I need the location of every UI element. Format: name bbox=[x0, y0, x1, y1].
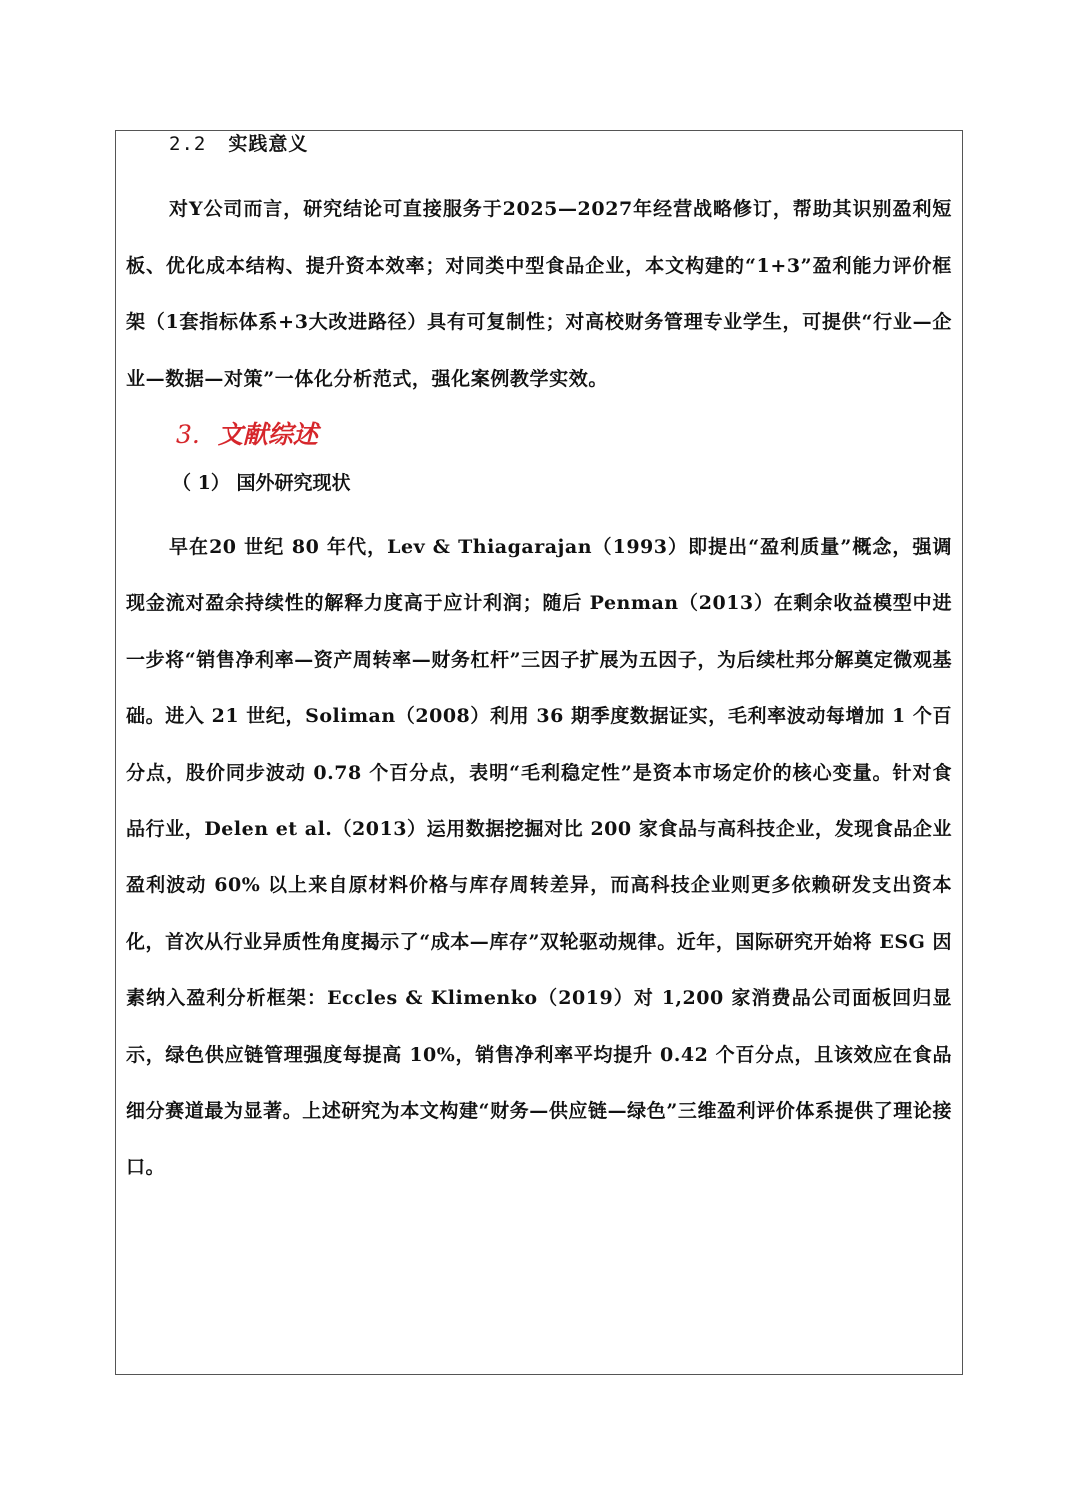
practical-significance-paragraph: 对Y公司而言，研究结论可直接服务于2025—2027年经营战略修订，帮助其识别盈利短板、优化成本结构、提升资本效率；对同类中型食品企业，本文构建的“1+3”盈利能力评价框架（1套指标体系+3大改进路径）具有可复制性；对高校财务管理专业学生，可提供“行业—企业—数据—对策”一体化分析范式，强化案例教学实效。 bbox=[126, 198, 952, 390]
section-2-2-title: 实践意义 bbox=[228, 133, 309, 155]
subsection-foreign-heading: （ 1） 国外研究现状 bbox=[172, 472, 351, 494]
section-2-2-number: 2.2 bbox=[169, 133, 207, 155]
section-2-2-heading bbox=[169, 128, 952, 160]
section-3-heading bbox=[176, 415, 952, 455]
document-body bbox=[126, 128, 952, 1196]
section-3-title: 文献综述 bbox=[217, 420, 318, 449]
foreign-research-paragraph: 早在20 世纪 80 年代，Lev & Thiagarajan（1993）即提出“盈利质量”概念，强调现金流对盈余持续性的解释力度高于应计利润；随后 Penman（2013）在剩余收益模型中进一步将“销售净利率—资产周转率—财务杠杆”三因子扩展为五因子，为后续杜邦分解奠定微观基础。进入 21 世纪，Soliman（2008）利用 36 期季度数据证实，毛利率波动每增加 1 个百分点，股价同步波动 0.78 个百分点，表明“毛利稳定性”是资本市场定价的核心变量。针对食品行业，Delen et al.（2013）运用数据挖掘对比 200 家食品与高科技企业，发现食品企业盈利波动 60% 以上来自原材料价格与库存周转差异，而高科技企业则更多依赖研发支出资本化，首次从行业异质性角度揭示了“成本—库存”双轮驱动规律。近年，国际研究开始将 ESG 因素纳入盈利分析框架：Eccles & Klimenko（2019）对 1,200 家消费品公司面板回归显示，绿色供应链管理强度每提高 10%，销售净利率平均提升 0.42 个百分点，且该效应在食品细分赛道最为显著。上述研究为本文构建“财务—供应链—绿色”三维盈利评价体系提供了理论接口。 bbox=[126, 536, 952, 1179]
section-3-number: 3. bbox=[176, 420, 200, 449]
